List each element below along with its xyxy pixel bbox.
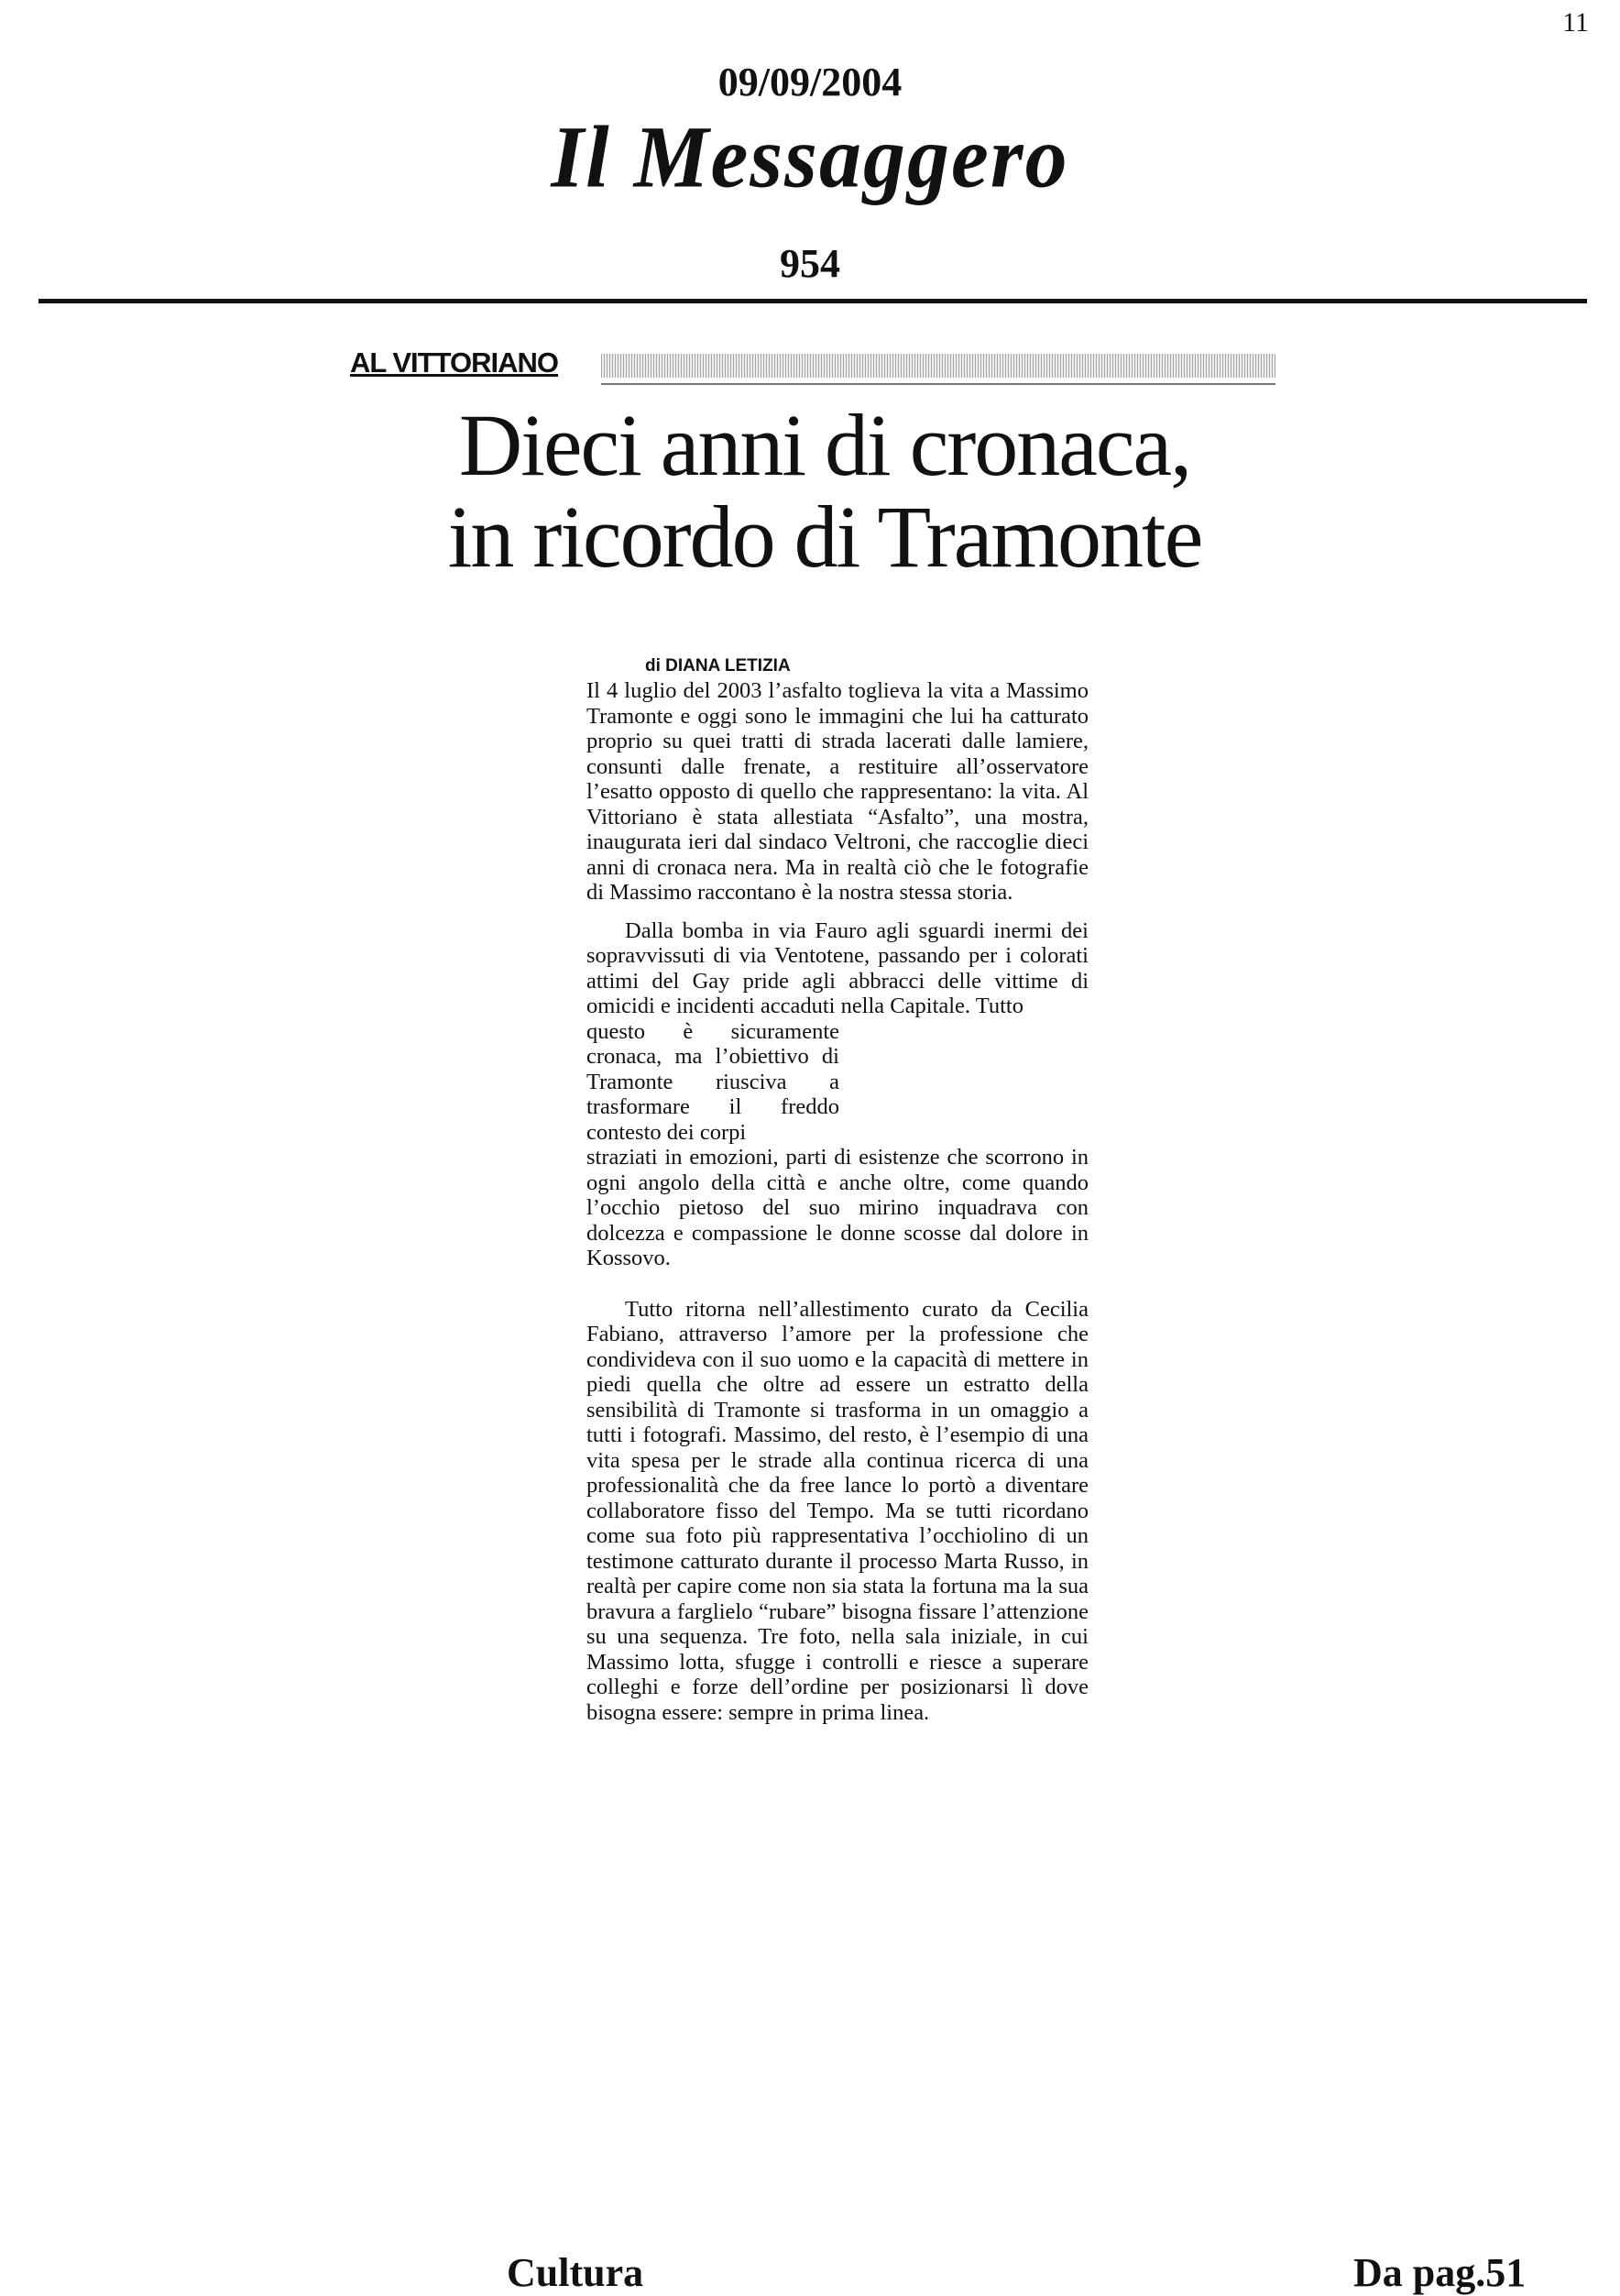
headline-line-1: Dieci anni di cronaca, [458, 396, 1191, 494]
section-label: Cultura [507, 2250, 644, 2295]
paragraph-3: Tutto ritorna nell’allestimento curato da Cecilia Fabiano, attraverso l’amore per la professione che condivideva con il suo uomo e la capacità di mettere in piedi quella che oltre ad essere un estratto della sensibilità di Tramonte si trasforma in un omaggio a tutti i fotografi. Massimo, del resto, è l’esempio di una vita spesa per le strade alla continua ricerca di una professionalità che da free lance lo portò a diventare collaboratore fisso del Tempo. Ma se tutti ricordano come sua foto più rappresentativa l’occhiolino di un testimone catturato durante il processo Marta Russo, in realtà per capire come non sia stata la fortuna ma la sua bravura a farglielo “rubare” bisogna fissare l’attenzione su una sequenza. Tre foto, nella sala iniziale, in cui Massimo lotta, sfugge i controlli e riesce a superare colleghi e forze dell’ordine per posizionarsi lì dove bisogna essere: sempre in prima linea. [586, 1296, 1089, 1725]
paragraph-2-narrow-column: questo è sicuramente cronaca, ma l’obiettivo di Tramonte riusciva a trasformare il freddo contesto dei corpi [586, 1018, 839, 1145]
article-body [586, 678, 1089, 1738]
newspaper-masthead: Il Messaggero [551, 107, 1069, 206]
publication-date: 09/09/2004 [717, 60, 903, 104]
article-headline [348, 396, 1301, 586]
source-page-reference: Da pag.51 [1353, 2250, 1527, 2295]
page-number: 11 [1562, 7, 1589, 38]
header-rule [38, 299, 1587, 303]
paragraph-2-start: Dalla bomba in via Fauro agli sguardi inermi dei sopravvissuti di via Ventotene, passando per i colorati attimi del Gay pride agli abbracci delle vittime di omicidi e incidenti accaduti nella Capitale. Tutto [586, 917, 1089, 1018]
article-kicker: AL VITTORIANO [350, 346, 558, 379]
kicker-halftone-band [601, 354, 1275, 378]
issue-number: 954 [780, 241, 840, 286]
paragraph-2-end: straziati in emozioni, parti di esistenze che scorrono in ogni angolo della città e anche oltre, come quando l’occhio pietoso del suo mirino inquadrava con dolcezza e compassione le donne scosse dal dolore in Kossovo. [586, 1145, 1089, 1270]
article-byline: di DIANA LETIZIA [645, 656, 791, 676]
paragraph-1: Il 4 luglio del 2003 l’asfalto toglieva la vita a Massimo Tramonte e oggi sono le immagini che lui ha catturato proprio su quei tratti di strada lacerati dalle lamiere, consunti dalle frenate, a restituire all’osservatore l’esatto opposto di quello che rappresentano: la vita. Al Vittoriano è stata allestiata “Asfalto”, una mostra, inaugurata ieri dal sindaco Veltroni, che raccoglie dieci anni di cronaca nera. Ma in realtà ciò che le fotografie di Massimo raccontano è la nostra stessa storia. [586, 678, 1089, 905]
headline-line-2: in ricordo di Tramonte [447, 488, 1202, 586]
kicker-rule [601, 383, 1275, 385]
